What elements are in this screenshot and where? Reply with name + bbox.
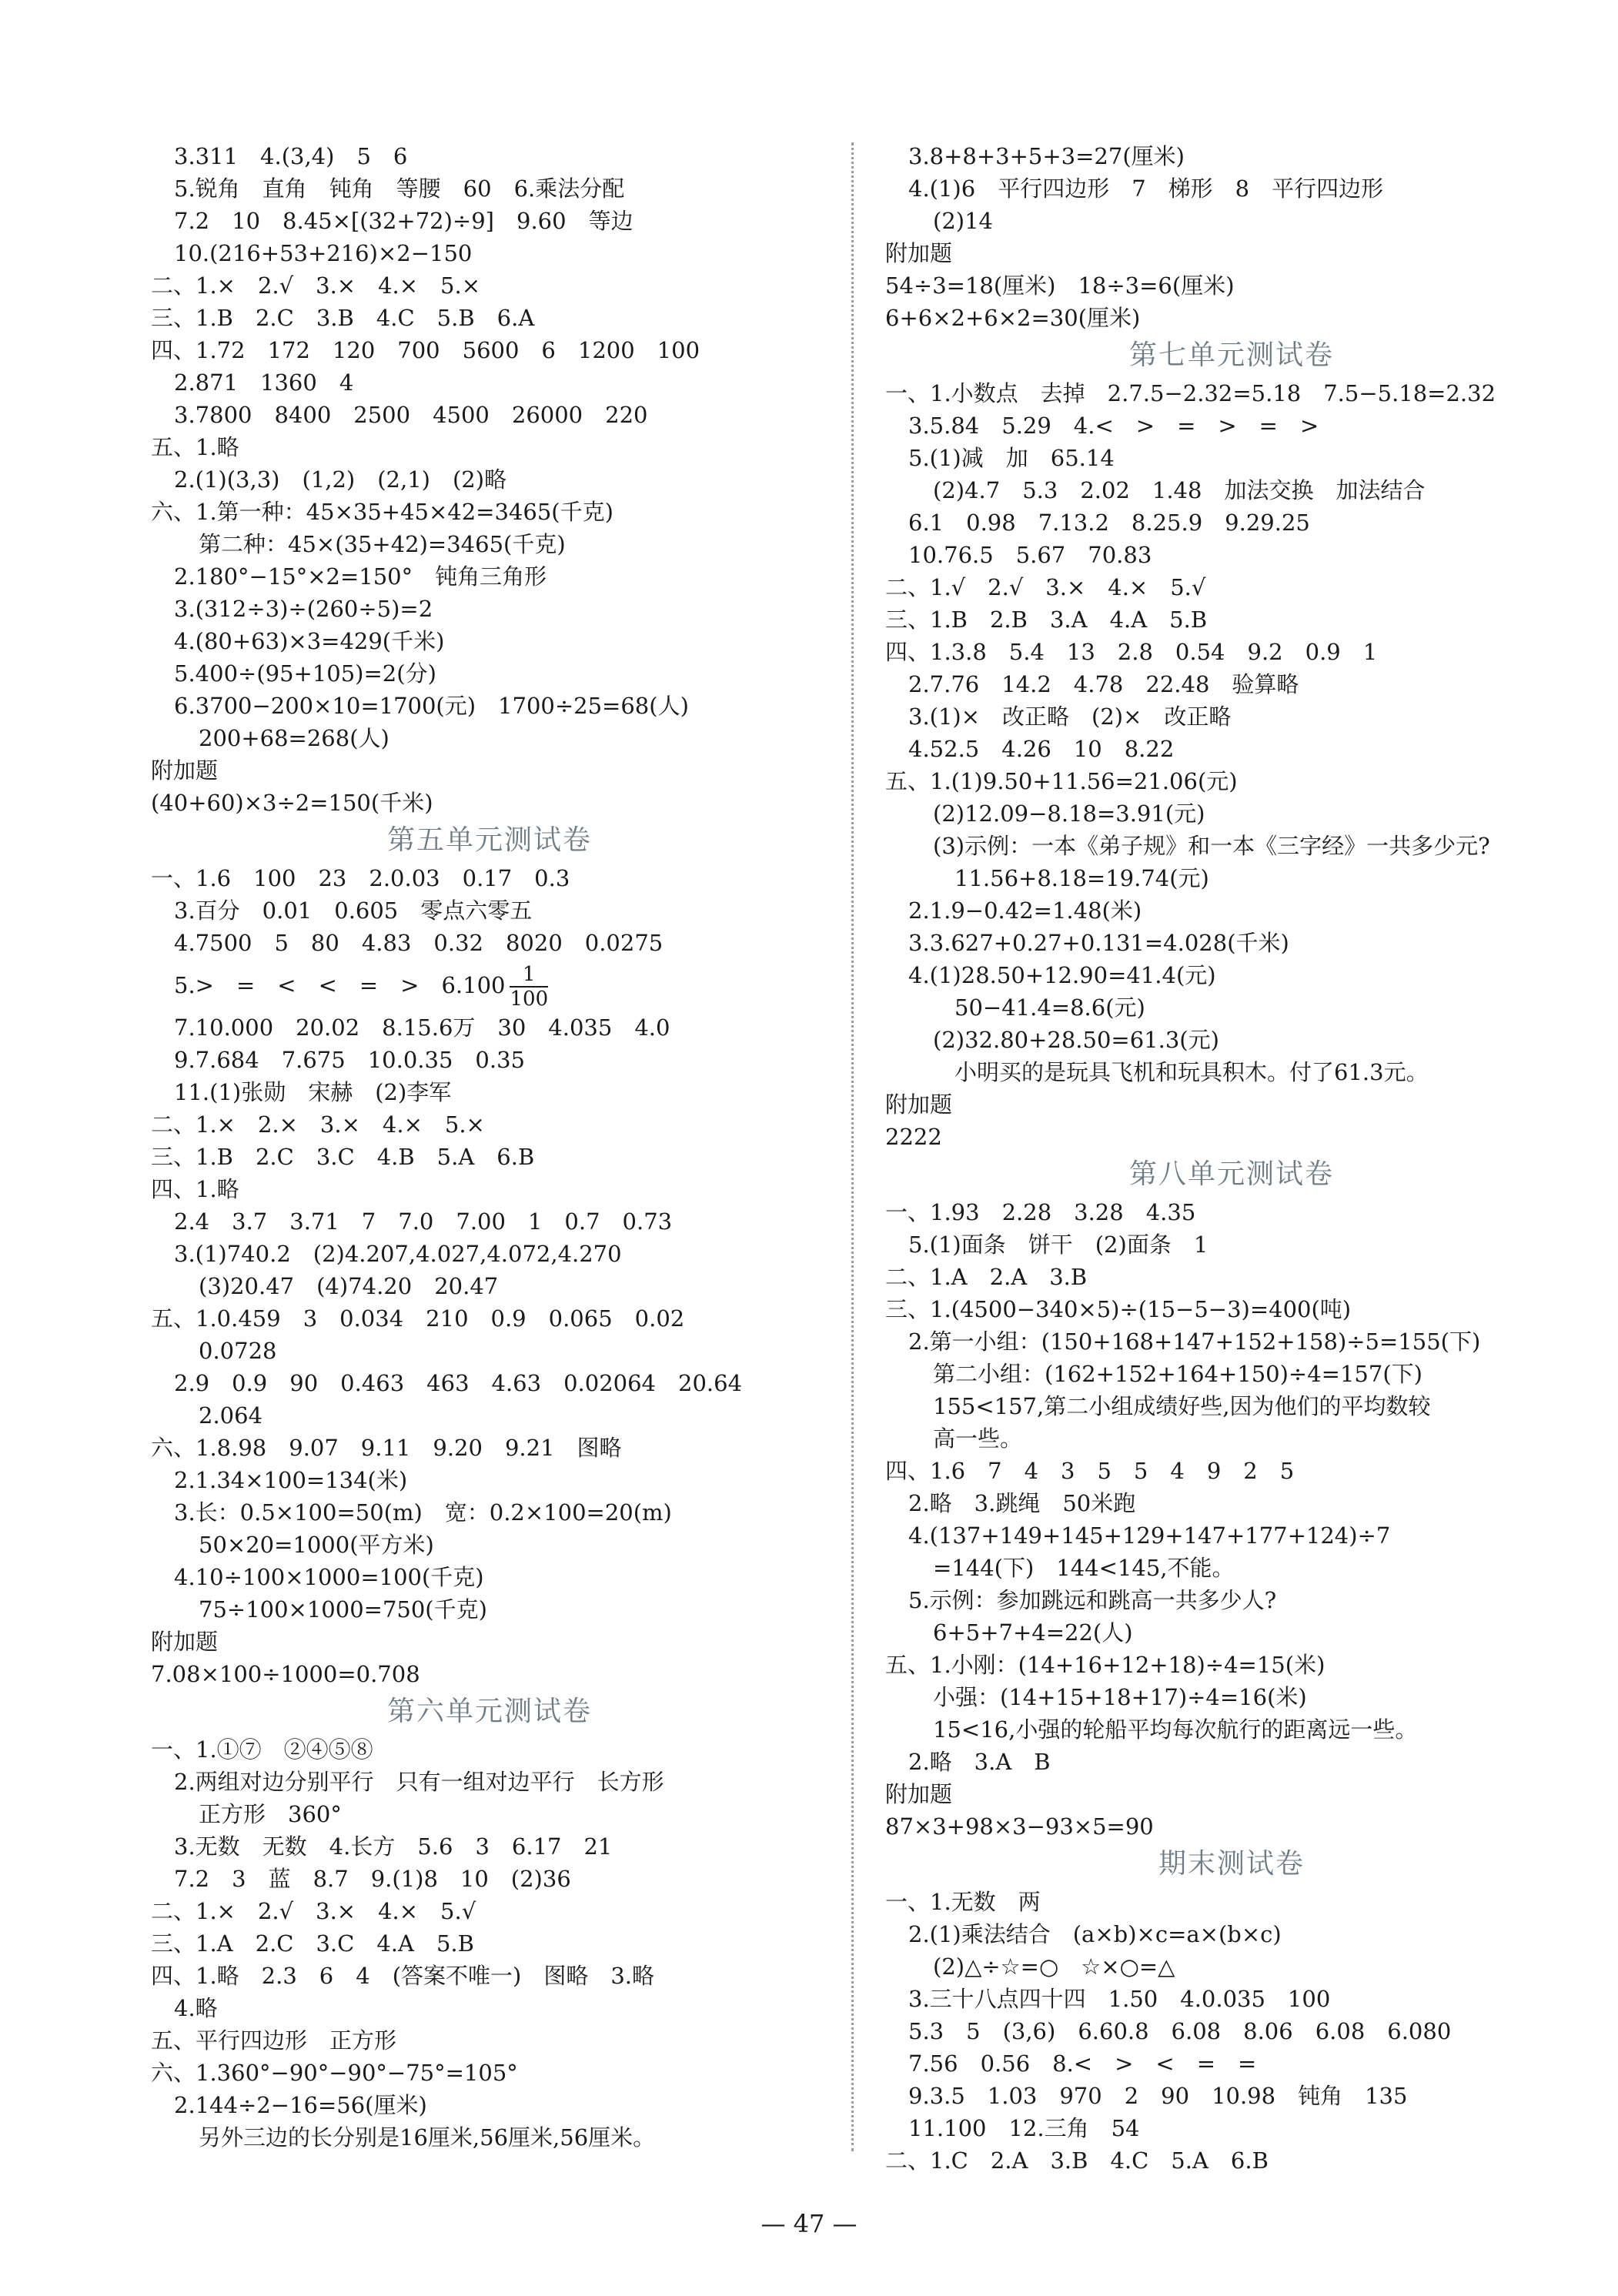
answer-line bbox=[885, 1325, 1578, 1358]
answer-line bbox=[885, 797, 1578, 830]
answer-text: 附加题 bbox=[151, 757, 219, 784]
answer-text: 3.3.627+0.27+0.131=4.028(千米) bbox=[908, 930, 1289, 956]
answer-line bbox=[885, 1713, 1578, 1746]
answer-line bbox=[885, 700, 1578, 733]
answer-text: 第二种：45×(35+42)=3465(千克) bbox=[199, 531, 566, 557]
answer-text: (3)示例：一本《弟子规》和一本《三字经》一共多少元? bbox=[933, 833, 1490, 859]
answer-line bbox=[885, 862, 1578, 894]
answer-text: 5.3 5 (3,6) 6.60.8 6.08 8.06 6.08 6.080 bbox=[908, 2018, 1452, 2044]
answer-line bbox=[151, 1302, 828, 1335]
answer-line bbox=[885, 927, 1578, 959]
answer-line bbox=[151, 1173, 828, 1205]
answer-text: 2.144÷2−16=56(厘米) bbox=[174, 2092, 427, 2118]
answer-line bbox=[151, 1830, 828, 1863]
answer-line bbox=[885, 1649, 1578, 1681]
answer-line bbox=[885, 1196, 1578, 1228]
answer-line bbox=[151, 1863, 828, 1895]
answer-line bbox=[151, 657, 828, 690]
answer-text: 75÷100×1000=750(千克) bbox=[199, 1596, 487, 1623]
answer-line bbox=[885, 539, 1578, 571]
answer-line bbox=[885, 1293, 1578, 1325]
answer-line bbox=[885, 1616, 1578, 1649]
answer-text: 另外三边的长分别是16厘米,56厘米,56厘米。 bbox=[199, 2124, 656, 2151]
answer-text: 5.(1)面条 饼干 (2)面条 1 bbox=[908, 1232, 1208, 1258]
page-number: — 47 — bbox=[761, 2209, 857, 2238]
answer-line bbox=[885, 474, 1578, 506]
answer-line bbox=[151, 625, 828, 657]
answer-text: 三、1.A 2.C 3.C 4.A 5.B bbox=[151, 1930, 474, 1957]
right-column bbox=[885, 140, 1578, 2177]
answer-line bbox=[151, 302, 828, 334]
answer-line bbox=[151, 1529, 828, 1561]
fraction-denominator: 100 bbox=[510, 988, 549, 1011]
answer-text: 4.7500 5 80 4.83 0.32 8020 0.0275 bbox=[174, 930, 664, 956]
answer-text: 二、1.× 2.× 3.× 4.× 5.× bbox=[151, 1111, 485, 1138]
answer-text: 2.7.76 14.2 4.78 22.48 验算略 bbox=[908, 671, 1299, 697]
answer-line bbox=[151, 140, 828, 172]
answer-text: 10.(216+53+216)×2−150 bbox=[174, 240, 473, 266]
answer-line bbox=[151, 560, 828, 593]
answer-line bbox=[151, 2121, 828, 2154]
answer-line bbox=[151, 1992, 828, 2024]
answer-line bbox=[885, 205, 1578, 237]
answer-line bbox=[151, 1335, 828, 1367]
answer-text: 附加题 bbox=[151, 1629, 219, 1655]
answer-text: 3.311 4.(3,4) 5 6 bbox=[174, 143, 408, 169]
answer-text: 2.(1)乘法结合 (a×b)×c=a×(b×c) bbox=[908, 1921, 1282, 1947]
answer-line bbox=[885, 1950, 1578, 1983]
answer-text: 二、1.A 2.A 3.B bbox=[885, 1264, 1088, 1290]
answer-text: 三、1.B 2.B 3.A 4.A 5.B bbox=[885, 607, 1208, 633]
answer-text: 7.2 10 8.45×[(32+72)÷9] 9.60 等边 bbox=[174, 208, 633, 234]
answer-text: (2)△÷☆=○ ☆×○=△ bbox=[933, 1953, 1175, 1980]
answer-line bbox=[151, 399, 828, 431]
answer-line bbox=[151, 496, 828, 528]
answer-line bbox=[885, 2047, 1578, 2080]
answer-line bbox=[885, 1746, 1578, 1778]
answer-line bbox=[151, 1432, 828, 1464]
answer-line bbox=[151, 1367, 828, 1399]
answer-line bbox=[885, 1983, 1578, 2015]
answer-text: 2.略 3.跳绳 50米跑 bbox=[908, 1490, 1136, 1516]
answer-text: 9.3.5 1.03 970 2 90 10.98 钝角 135 bbox=[908, 2083, 1408, 2109]
section-title: 第六单元测试卷 bbox=[386, 1696, 592, 1727]
answer-line bbox=[151, 1011, 828, 1044]
answer-line bbox=[885, 1886, 1578, 1918]
answer-line bbox=[151, 1399, 828, 1432]
answer-text: 3.8+8+3+5+3=27(厘米) bbox=[908, 143, 1185, 169]
answer-text: 3.5.84 5.29 4.< > = > = > bbox=[908, 413, 1319, 439]
answer-text: 15<16,小强的轮船平均每次航行的距离远一些。 bbox=[933, 1716, 1418, 1743]
answer-text: 6.1 0.98 7.13.2 8.25.9 9.29.25 bbox=[908, 510, 1310, 536]
answer-line bbox=[885, 506, 1578, 539]
answer-text: 2.略 3.A B bbox=[908, 1749, 1051, 1775]
answer-text: 附加题 bbox=[885, 240, 953, 266]
answer-text: 3.长：0.5×100=50(m) 宽：0.2×100=20(m) bbox=[174, 1499, 672, 1526]
answer-line bbox=[885, 2015, 1578, 2047]
answer-line bbox=[885, 1121, 1578, 1153]
answer-line bbox=[151, 431, 828, 463]
answer-text: 一、1.6 100 23 2.0.03 0.17 0.3 bbox=[151, 865, 570, 891]
answer-line bbox=[885, 1261, 1578, 1293]
answer-line bbox=[885, 1681, 1578, 1713]
answer-line bbox=[151, 787, 828, 819]
answer-text: 2222 bbox=[885, 1124, 942, 1150]
answer-line bbox=[151, 1895, 828, 1927]
answer-text: 7.10.000 20.02 8.15.6万 30 4.035 4.0 bbox=[174, 1014, 670, 1041]
answer-text: 五、1.0.459 3 0.034 210 0.9 0.065 0.02 bbox=[151, 1305, 685, 1332]
answer-text: 五、1.(1)9.50+11.56=21.06(元) bbox=[885, 768, 1238, 794]
answer-line bbox=[885, 959, 1578, 991]
answer-text: 五、平行四边形 正方形 bbox=[151, 2027, 397, 2054]
answer-text: 2.180°−15°×2=150° 钝角三角形 bbox=[174, 563, 547, 590]
answer-line bbox=[151, 1238, 828, 1270]
answer-line bbox=[151, 1626, 828, 1658]
answer-text: 3.无数 无数 4.长方 5.6 3 6.17 21 bbox=[174, 1833, 613, 1860]
answer-text: 4.52.5 4.26 10 8.22 bbox=[908, 736, 1175, 762]
answer-line bbox=[885, 1918, 1578, 1950]
answer-line bbox=[151, 2089, 828, 2121]
answer-line bbox=[885, 1088, 1578, 1121]
answer-text: 二、1.√ 2.√ 3.× 4.× 5.√ bbox=[885, 574, 1206, 600]
answer-line bbox=[151, 1766, 828, 1798]
answer-text: 7.08×100÷1000=0.708 bbox=[151, 1661, 420, 1687]
answer-text: 第二小组：(162+152+164+150)÷4=157(下) bbox=[933, 1361, 1422, 1387]
answer-text: 一、1.无数 两 bbox=[885, 1889, 1041, 1915]
answer-line bbox=[151, 205, 828, 237]
answer-line bbox=[151, 528, 828, 560]
answer-line bbox=[885, 172, 1578, 205]
answer-line bbox=[885, 636, 1578, 668]
answer-text: 3.百分 0.01 0.605 零点六零五 bbox=[174, 897, 533, 924]
answer-text: 2.1.34×100=134(米) bbox=[174, 1467, 408, 1493]
answer-text: 六、1.第一种：45×35+45×42=3465(千克) bbox=[151, 499, 613, 525]
answer-text: 三、1.B 2.C 3.B 4.C 5.B 6.A bbox=[151, 305, 535, 331]
answer-text: 四、1.72 172 120 700 5600 6 1200 100 bbox=[151, 337, 700, 363]
answer-line bbox=[151, 722, 828, 754]
section-title: 第五单元测试卷 bbox=[386, 824, 592, 856]
answer-text: =144(下) 144<145,不能。 bbox=[933, 1555, 1235, 1581]
answer-line bbox=[151, 366, 828, 399]
answer-text: 2.第一小组：(150+168+147+152+158)÷5=155(下) bbox=[908, 1328, 1481, 1355]
answer-text: 4.(137+149+145+129+147+177+124)÷7 bbox=[908, 1522, 1391, 1549]
answer-text: 10.76.5 5.67 70.83 bbox=[908, 542, 1152, 568]
answer-line bbox=[885, 140, 1578, 172]
answer-text: 3.7800 8400 2500 4500 26000 220 bbox=[174, 402, 648, 428]
answer-text: 高一些。 bbox=[933, 1425, 1023, 1452]
answer-line bbox=[885, 1455, 1578, 1487]
answer-text: 附加题 bbox=[885, 1091, 953, 1118]
answer-line bbox=[151, 1561, 828, 1593]
answer-text: 三、1.(4500−340×5)÷(15−5−3)=400(吨) bbox=[885, 1296, 1352, 1322]
answer-text: 2.1.9−0.42=1.48(米) bbox=[908, 897, 1142, 924]
answer-text: 四、1.略 bbox=[151, 1176, 239, 1202]
answer-text: 5.400÷(95+105)=2(分) bbox=[174, 660, 436, 687]
column-divider bbox=[851, 142, 854, 2151]
answer-text: 5.示例：参加跳远和跳高一共多少人? bbox=[908, 1587, 1277, 1613]
answer-text: 一、1.小数点 去掉 2.7.5−2.32=5.18 7.5−5.18=2.32 bbox=[885, 380, 1496, 406]
answer-line bbox=[885, 1487, 1578, 1519]
answer-text: (2)32.80+28.50=61.3(元) bbox=[933, 1027, 1219, 1053]
answer-line bbox=[885, 2144, 1578, 2177]
answer-line bbox=[885, 302, 1578, 334]
answer-line bbox=[885, 668, 1578, 700]
answer-text: 五、1.略 bbox=[151, 434, 239, 460]
answer-text: (2)12.09−8.18=3.91(元) bbox=[933, 800, 1205, 827]
answer-text: 155<157,第二小组成绩好些,因为他们的平均数较 bbox=[933, 1393, 1431, 1419]
answer-text: (2)4.7 5.3 2.02 1.48 加法交换 加法结合 bbox=[933, 477, 1426, 503]
answer-text: 四、1.3.8 5.4 13 2.8 0.54 9.2 0.9 1 bbox=[885, 639, 1378, 665]
answer-line bbox=[885, 409, 1578, 442]
answer-line bbox=[151, 862, 828, 894]
answer-text: 四、1.6 7 4 3 5 5 4 9 2 5 bbox=[885, 1458, 1295, 1484]
answer-line bbox=[885, 1056, 1578, 1088]
answer-line bbox=[885, 1810, 1578, 1843]
answer-line bbox=[885, 1519, 1578, 1552]
answer-text: 正方形 360° bbox=[199, 1801, 342, 1827]
answer-line bbox=[151, 959, 828, 1011]
answer-line bbox=[151, 334, 828, 366]
answer-line bbox=[885, 1390, 1578, 1422]
answer-line bbox=[885, 1228, 1578, 1261]
answer-text: 2.064 bbox=[199, 1402, 263, 1429]
answer-line bbox=[151, 690, 828, 722]
answer-text: 4.(1)28.50+12.90=41.4(元) bbox=[908, 962, 1216, 988]
answer-line bbox=[885, 2080, 1578, 2112]
answer-text: 2.9 0.9 90 0.463 463 4.63 0.02064 20.64 bbox=[174, 1370, 743, 1396]
answer-text: 6+5+7+4=22(人) bbox=[933, 1619, 1133, 1646]
left-column bbox=[151, 140, 828, 2154]
answer-line bbox=[151, 2024, 828, 2057]
answer-line bbox=[151, 1798, 828, 1830]
answer-text: 2.871 1360 4 bbox=[174, 369, 354, 396]
answer-text: 5.(1)减 加 65.14 bbox=[908, 445, 1115, 471]
answer-line bbox=[885, 571, 1578, 603]
answer-line bbox=[885, 1422, 1578, 1455]
answer-text: 4.(1)6 平行四边形 7 梯形 8 平行四边形 bbox=[908, 175, 1384, 202]
answer-line bbox=[151, 593, 828, 625]
answer-text: 二、1.× 2.√ 3.× 4.× 5.× bbox=[151, 272, 481, 299]
answer-line bbox=[885, 765, 1578, 797]
answer-line bbox=[151, 1141, 828, 1173]
answer-text: 二、1.× 2.√ 3.× 4.× 5.√ bbox=[151, 1898, 476, 1924]
answer-line bbox=[885, 1552, 1578, 1584]
answer-text: 9.7.684 7.675 10.0.35 0.35 bbox=[174, 1047, 525, 1073]
answer-line bbox=[885, 830, 1578, 862]
section-title: 第七单元测试卷 bbox=[1128, 339, 1334, 371]
section-title: 期末测试卷 bbox=[1158, 1848, 1305, 1880]
answer-text: 7.56 0.56 8.< > < = = bbox=[908, 2050, 1257, 2077]
answer-text: 一、1.①⑦ ②④⑤⑧ bbox=[151, 1736, 373, 1763]
answer-text: 6+6×2+6×2=30(厘米) bbox=[885, 305, 1141, 331]
answer-text: 3.(1)× 改正略 (2)× 改正略 bbox=[908, 704, 1232, 730]
answer-line bbox=[151, 927, 828, 959]
answer-line bbox=[885, 894, 1578, 927]
answer-text: 3.(312÷3)÷(260÷5)=2 bbox=[174, 596, 433, 622]
answer-line bbox=[151, 1960, 828, 1992]
answer-text: 5.锐角 直角 钝角 等腰 60 6.乘法分配 bbox=[174, 175, 625, 202]
answer-text: 附加题 bbox=[885, 1781, 953, 1807]
answer-text: 五、1.小刚：(14+16+12+18)÷4=15(米) bbox=[885, 1652, 1325, 1678]
answer-line bbox=[151, 754, 828, 787]
answer-text: (3)20.47 (4)74.20 20.47 bbox=[199, 1273, 499, 1299]
answer-line bbox=[151, 1733, 828, 1766]
answer-line bbox=[885, 2112, 1578, 2144]
answer-text: 50×20=1000(平方米) bbox=[199, 1532, 434, 1558]
fraction-numerator: 1 bbox=[510, 963, 548, 988]
answer-line bbox=[885, 991, 1578, 1024]
answer-text: 11.(1)张勋 宋赫 (2)李军 bbox=[174, 1079, 452, 1105]
answer-line bbox=[151, 463, 828, 496]
answer-line bbox=[885, 442, 1578, 474]
answer-line bbox=[151, 237, 828, 269]
answer-text: (2)14 bbox=[933, 208, 993, 234]
answer-text: 200+68=268(人) bbox=[199, 725, 389, 751]
answer-text: 二、1.C 2.A 3.B 4.C 5.A 6.B bbox=[885, 2147, 1269, 2174]
answer-line bbox=[151, 1593, 828, 1626]
answer-text: 三、1.B 2.C 3.C 4.B 5.A 6.B bbox=[151, 1144, 535, 1170]
answer-line bbox=[151, 1205, 828, 1238]
answer-line bbox=[885, 1778, 1578, 1810]
answer-line bbox=[151, 894, 828, 927]
answer-text: 六、1.360°−90°−90°−75°=105° bbox=[151, 2060, 518, 2086]
answer-text: 2.两组对边分别平行 只有一组对边平行 长方形 bbox=[174, 1769, 664, 1795]
answer-text: 0.0728 bbox=[199, 1338, 277, 1364]
answer-text: 小明买的是玩具飞机和玩具积木。付了61.3元。 bbox=[954, 1059, 1429, 1085]
answer-line bbox=[151, 1658, 828, 1690]
answer-text: 3.(1)740.2 (2)4.207,4.027,4.072,4.270 bbox=[174, 1241, 622, 1267]
answer-text: 四、1.略 2.3 6 4 (答案不唯一) 图略 3.略 bbox=[151, 1963, 654, 1989]
answer-text: 7.2 3 蓝 8.7 9.(1)8 10 (2)36 bbox=[174, 1866, 571, 1892]
answer-line bbox=[885, 269, 1578, 302]
answer-line bbox=[151, 1044, 828, 1076]
answer-text: 4.10÷100×1000=100(千克) bbox=[174, 1564, 484, 1590]
answer-text: 11.56+8.18=19.74(元) bbox=[954, 865, 1209, 891]
answer-text: 2.4 3.7 3.71 7 7.0 7.00 1 0.7 0.73 bbox=[174, 1208, 673, 1235]
answer-text: 2.(1)(3,3) (1,2) (2,1) (2)略 bbox=[174, 466, 507, 493]
answer-line bbox=[151, 1927, 828, 1960]
answer-text: 4.略 bbox=[174, 1995, 218, 2021]
answer-text: 11.100 12.三角 54 bbox=[908, 2115, 1140, 2141]
fraction bbox=[510, 963, 548, 1011]
answer-text: 54÷3=18(厘米) 18÷3=6(厘米) bbox=[885, 272, 1235, 299]
answer-line bbox=[885, 1358, 1578, 1390]
answer-text: 87×3+98×3−93×5=90 bbox=[885, 1813, 1154, 1840]
answer-line bbox=[151, 269, 828, 302]
answer-text: 小强：(14+15+18+17)÷4=16(米) bbox=[933, 1684, 1307, 1710]
answer-line bbox=[885, 1024, 1578, 1056]
answer-text: 50−41.4=8.6(元) bbox=[954, 994, 1145, 1021]
answer-line bbox=[151, 1108, 828, 1141]
section-title: 第八单元测试卷 bbox=[1128, 1158, 1334, 1190]
answer-text: 4.(80+63)×3=429(千米) bbox=[174, 628, 445, 654]
answer-line bbox=[151, 1464, 828, 1496]
answer-line bbox=[151, 1076, 828, 1108]
answer-line bbox=[885, 603, 1578, 636]
answer-text: 六、1.8.98 9.07 9.11 9.20 9.21 图略 bbox=[151, 1435, 622, 1461]
answer-text: 5.> = < < = > 6.100 bbox=[174, 972, 506, 998]
answer-line bbox=[885, 377, 1578, 409]
answer-line bbox=[151, 1496, 828, 1529]
answer-line bbox=[885, 733, 1578, 765]
answer-line bbox=[151, 172, 828, 205]
answer-line bbox=[151, 2057, 828, 2089]
answer-text: (40+60)×3÷2=150(千米) bbox=[151, 790, 433, 816]
answer-text: 3.三十八点四十四 1.50 4.0.035 100 bbox=[908, 1986, 1331, 2012]
answer-text: 6.3700−200×10=1700(元) 1700÷25=68(人) bbox=[174, 693, 689, 719]
answer-line bbox=[885, 237, 1578, 269]
answer-line bbox=[885, 1584, 1578, 1616]
answer-line bbox=[151, 1270, 828, 1302]
answer-text: 一、1.93 2.28 3.28 4.35 bbox=[885, 1199, 1196, 1225]
